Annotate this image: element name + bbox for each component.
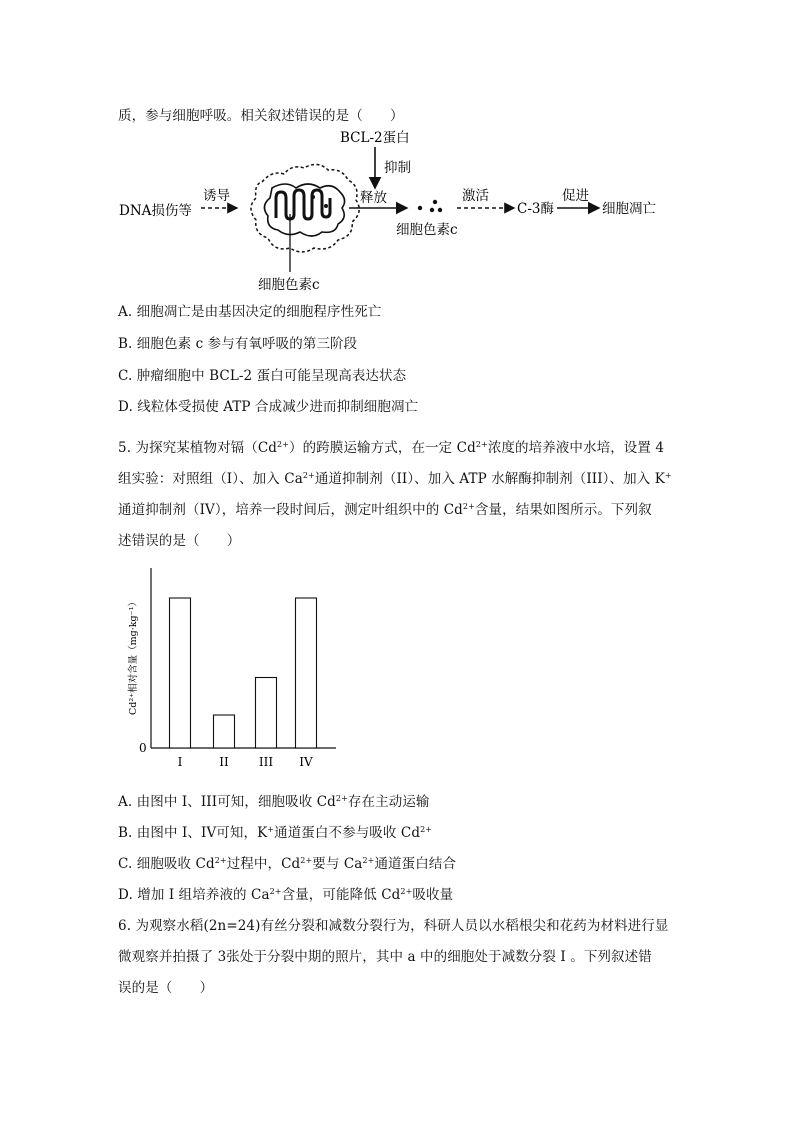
caspase3-label: C-3酶 xyxy=(517,201,554,217)
cytc-bottom-label: 细胞色素c xyxy=(258,277,320,293)
activate-label: 激活 xyxy=(462,188,489,204)
cytochrome-c-dots-icon xyxy=(418,200,442,212)
x-tick-label-III: III xyxy=(258,755,274,769)
q5-stem-line-1: 5. 为探究某植物对镉$(Cd^{2+})$的跨膜运输方式，在一定 $Cd^{2+}$浓度的培养液中水培，设置 4 xyxy=(118,440,665,456)
mitochondrion-icon xyxy=(251,164,359,252)
cytc-right-label: 细胞色素c xyxy=(396,222,458,238)
apoptosis-pathway-diagram xyxy=(0,124,794,314)
x-tick-label-II: II xyxy=(219,755,229,769)
promote-label: 促进 xyxy=(562,188,589,204)
induce-label: 诱导 xyxy=(203,188,230,204)
apoptosis-label: 细胞凋亡 xyxy=(602,201,656,217)
x-tick-label-I: I xyxy=(177,755,183,769)
cd-content-bar-chart xyxy=(120,560,350,775)
q4-option-c: C. 肿瘤细胞中 BCL-2 蛋白可能呈现高表达状态 xyxy=(118,368,407,384)
q5-stem-line-4: 述错误的是（ ） xyxy=(118,533,241,549)
q5-option-d: D. 增加 I 组培养液的 $Ca^{2+}$含量，可能降低 $Cd^{2+}$吸收量 xyxy=(118,887,454,903)
q4-option-d: D. 线粒体受损使 ATP 合成减少进而抑制细胞凋亡 xyxy=(118,399,419,415)
release-label: 释放 xyxy=(360,190,387,206)
bar-II xyxy=(214,715,235,748)
bar-IV xyxy=(296,598,317,748)
bar-I xyxy=(170,598,191,748)
bcl2-label: BCL-2蛋白 xyxy=(340,130,410,146)
q5-option-a: A. 由图中 I、III可知，细胞吸收 $Cd^{2+}$存在主动运输 xyxy=(118,794,430,810)
q5-stem-line-2: 组实验：对照组（I）、加入 $Ca^{2+}$通道抑制剂（II）、加入 ATP 水解酶抑制剂（III）、加入 K+ xyxy=(118,471,672,487)
bar-III xyxy=(256,678,277,749)
q4-option-a: A. 细胞凋亡是由基因决定的细胞程序性死亡 xyxy=(118,304,382,320)
q5-option-c: C. 细胞吸收 $Cd^{2+}$过程中，$Cd^{2+}$要与 $Ca^{2+}$通道蛋白结合 xyxy=(118,856,457,872)
q5-option-b: B. 由图中 I、IV可知，K+通道蛋白不参与吸收 $Cd^{2+}$ xyxy=(118,825,433,841)
q4-stem-tail: 质，参与细胞呼吸。相关叙述错误的是（ ） xyxy=(118,108,404,124)
dna-damage-label: DNA损伤等 xyxy=(119,203,192,219)
q6-stem-line-3: 误的是（ ） xyxy=(118,980,214,996)
q4-option-b: B. 细胞色素 c 参与有氧呼吸的第三阶段 xyxy=(118,336,358,352)
inhibit-label: 抑制 xyxy=(384,160,411,176)
q6-stem-line-1: 6. 为观察水稻(2n=24)有丝分裂和减数分裂行为，科研人员以水稻根尖和花药为材料进行显 xyxy=(118,918,669,934)
q6-stem-line-2: 微观察并拍摄了 3张处于分裂中期的照片，其中 a 中的细胞处于减数分裂 I 。下列叙述错 xyxy=(118,949,652,965)
y-tick-label: 0 xyxy=(139,741,147,755)
q5-stem-line-3: 通道抑制剂（IV），培养一段时间后，测定叶组织中的 $Cd^{2+}$含量，结果如图所示。下列叙 xyxy=(118,502,652,518)
x-tick-label-IV: IV xyxy=(299,755,313,769)
y-axis-label: Cd²⁺相对含量（mg·kg⁻¹） xyxy=(128,597,139,715)
